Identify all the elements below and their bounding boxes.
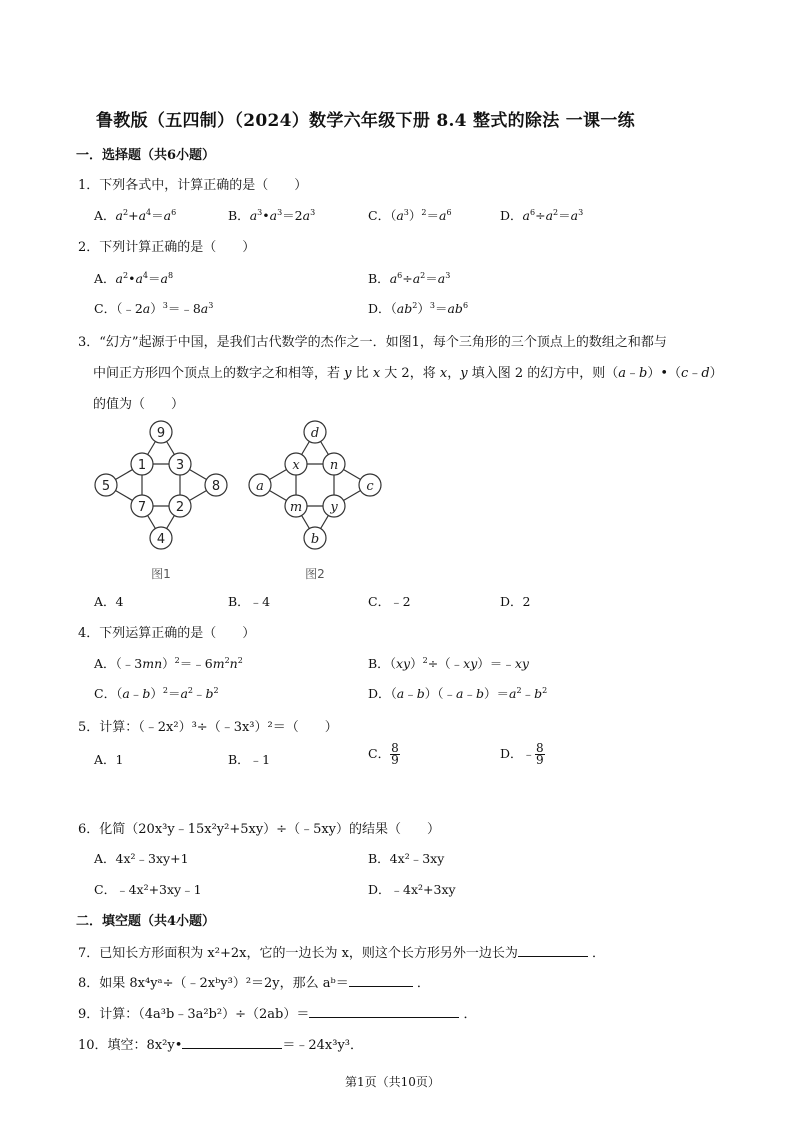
question-1-option-c: C．$(a^3)^2=a^6$ (368, 207, 452, 223)
magic-square-figure-1 (88, 418, 238, 586)
page-footer: 第1页（共10页） (345, 1075, 440, 1089)
fig1-node-right: 8 (211, 479, 221, 494)
question-5-stem: 5．计算：（﹣2x²）³÷（﹣3x³）²＝（ ） (78, 720, 338, 735)
question-4-stem: 4．下列运算正确的是（ ） (78, 626, 256, 641)
question-2-stem: 2．下列计算正确的是（ ） (78, 240, 256, 255)
question-6-option-d: D．﹣4x²+3xy (368, 882, 456, 897)
question-7: 7．已知长方形面积为 x²+2x，它的一边长为 x，则这个长方形另外一边长为 ． (78, 946, 606, 961)
fig1-node-top: 9 (156, 426, 166, 441)
answer-blank-9[interactable] (309, 1005, 459, 1018)
question-3-line-2: 中间正方形四个顶点上的数字之和相等，若 y 比 x 大 2，将 x，y 填入图 2 的幻方中，则（a﹣b）•（c﹣d） (93, 366, 723, 381)
question-3-line-3: 的值为（ ） (93, 397, 185, 412)
question-3-option-c: C．﹣2 (368, 594, 411, 609)
fig1-node-br: 2 (175, 500, 185, 515)
fig1-node-tl: 1 (137, 458, 147, 473)
question-5-option-a: A．1 (94, 752, 124, 767)
question-2-option-b: B．$a^6\div a^2=a^3$ (368, 270, 451, 286)
fig2-node-bottom: b (310, 532, 320, 547)
question-2-option-d: D．$(ab^2)^3=ab^6$ (368, 300, 469, 316)
fig2-node-br: y (330, 500, 338, 515)
fig2-caption: 图2 (305, 567, 325, 581)
answer-blank-10[interactable] (182, 1036, 282, 1049)
fig1-node-bl: 7 (137, 500, 147, 515)
question-1-stem: 1．下列各式中，计算正确的是（ ） (78, 178, 308, 193)
question-8: 8．如果 8x⁴yᵃ÷（﹣2xᵇy³）²＝2y，那么 aᵇ＝ ． (78, 976, 430, 991)
answer-blank-8[interactable] (349, 974, 413, 987)
fig1-node-bottom: 4 (156, 532, 166, 547)
question-6-option-a: A．4x²﹣3xy+1 (94, 851, 189, 866)
fig2-node-right: c (366, 479, 374, 494)
question-4-option-b: B．（xy）$^2$÷（﹣xy）＝﹣xy (368, 655, 529, 671)
question-5-option-b: B．﹣1 (228, 752, 271, 767)
section-heading-fill: 二．填空题（共4小题） (76, 914, 216, 929)
question-1-option-b: B．$a^3•a^3=2a^3$ (228, 207, 316, 223)
question-4-option-a: A．$(﹣3mn)^2=﹣6m^2n^2$ (94, 655, 243, 671)
fig1-caption: 图1 (151, 567, 171, 581)
question-2-option-a: A．$a^2•a^4=a^8$ (94, 270, 174, 286)
fig1-node-tr: 3 (175, 458, 185, 473)
question-6-option-b: B．4x²﹣3xy (368, 851, 445, 866)
question-6-option-c: C．﹣4x²+3xy﹣1 (94, 882, 202, 897)
question-3-option-b: B．﹣4 (228, 594, 271, 609)
answer-blank-7[interactable] (518, 944, 588, 957)
page-title: 鲁教版（五四制）（2024）数学六年级下册 8.4 整式的除法 一课一练 (96, 111, 635, 131)
fig2-node-bl: m (289, 500, 303, 515)
fig2-node-left: a (256, 479, 264, 494)
fig2-node-top: d (310, 426, 320, 441)
magic-square-figure-2 (242, 418, 392, 586)
fig2-node-tl: x (292, 458, 300, 473)
question-4-option-c: C．$(a﹣b)^2=a^2﹣b^2$ (94, 685, 219, 701)
question-5-option-c: C． $\frac{8}{9}$ (368, 741, 399, 767)
question-6-stem: 6．化简（20x³y﹣15x²y²+5xy）÷（﹣5xy）的结果（ ） (78, 822, 441, 837)
question-10: 10．填空：8x²y• ＝﹣24x³y³． (78, 1038, 364, 1053)
question-2-option-c: C．$(﹣2a)^3=﹣8a^3$ (94, 300, 214, 316)
question-5-option-d: D．﹣ $\frac{8}{9}$ (500, 741, 544, 767)
question-1-option-d: D．$a^6\div a^2=a^3$ (500, 207, 584, 223)
question-4-option-d: D．$(a﹣b)(﹣a﹣b)=a^2﹣b^2$ (368, 685, 548, 701)
question-3-line-1: 3．“幻方”起源于中国，是我们古代数学的杰作之一．如图1，每个三角形的三个顶点上的数组之和都与 (78, 335, 667, 350)
question-3-option-d: D．2 (500, 594, 531, 609)
question-1-option-a: A．$a^2+a^4=a^6$ (94, 207, 177, 223)
question-9: 9．计算：（4a³b﹣3a²b²）÷（2ab）＝ ． (78, 1007, 477, 1022)
fig1-node-left: 5 (101, 479, 111, 494)
section-heading-choice: 一．选择题（共6小题） (76, 148, 216, 163)
question-3-option-a: A．4 (94, 594, 124, 609)
fig2-node-tr: n (329, 458, 339, 473)
